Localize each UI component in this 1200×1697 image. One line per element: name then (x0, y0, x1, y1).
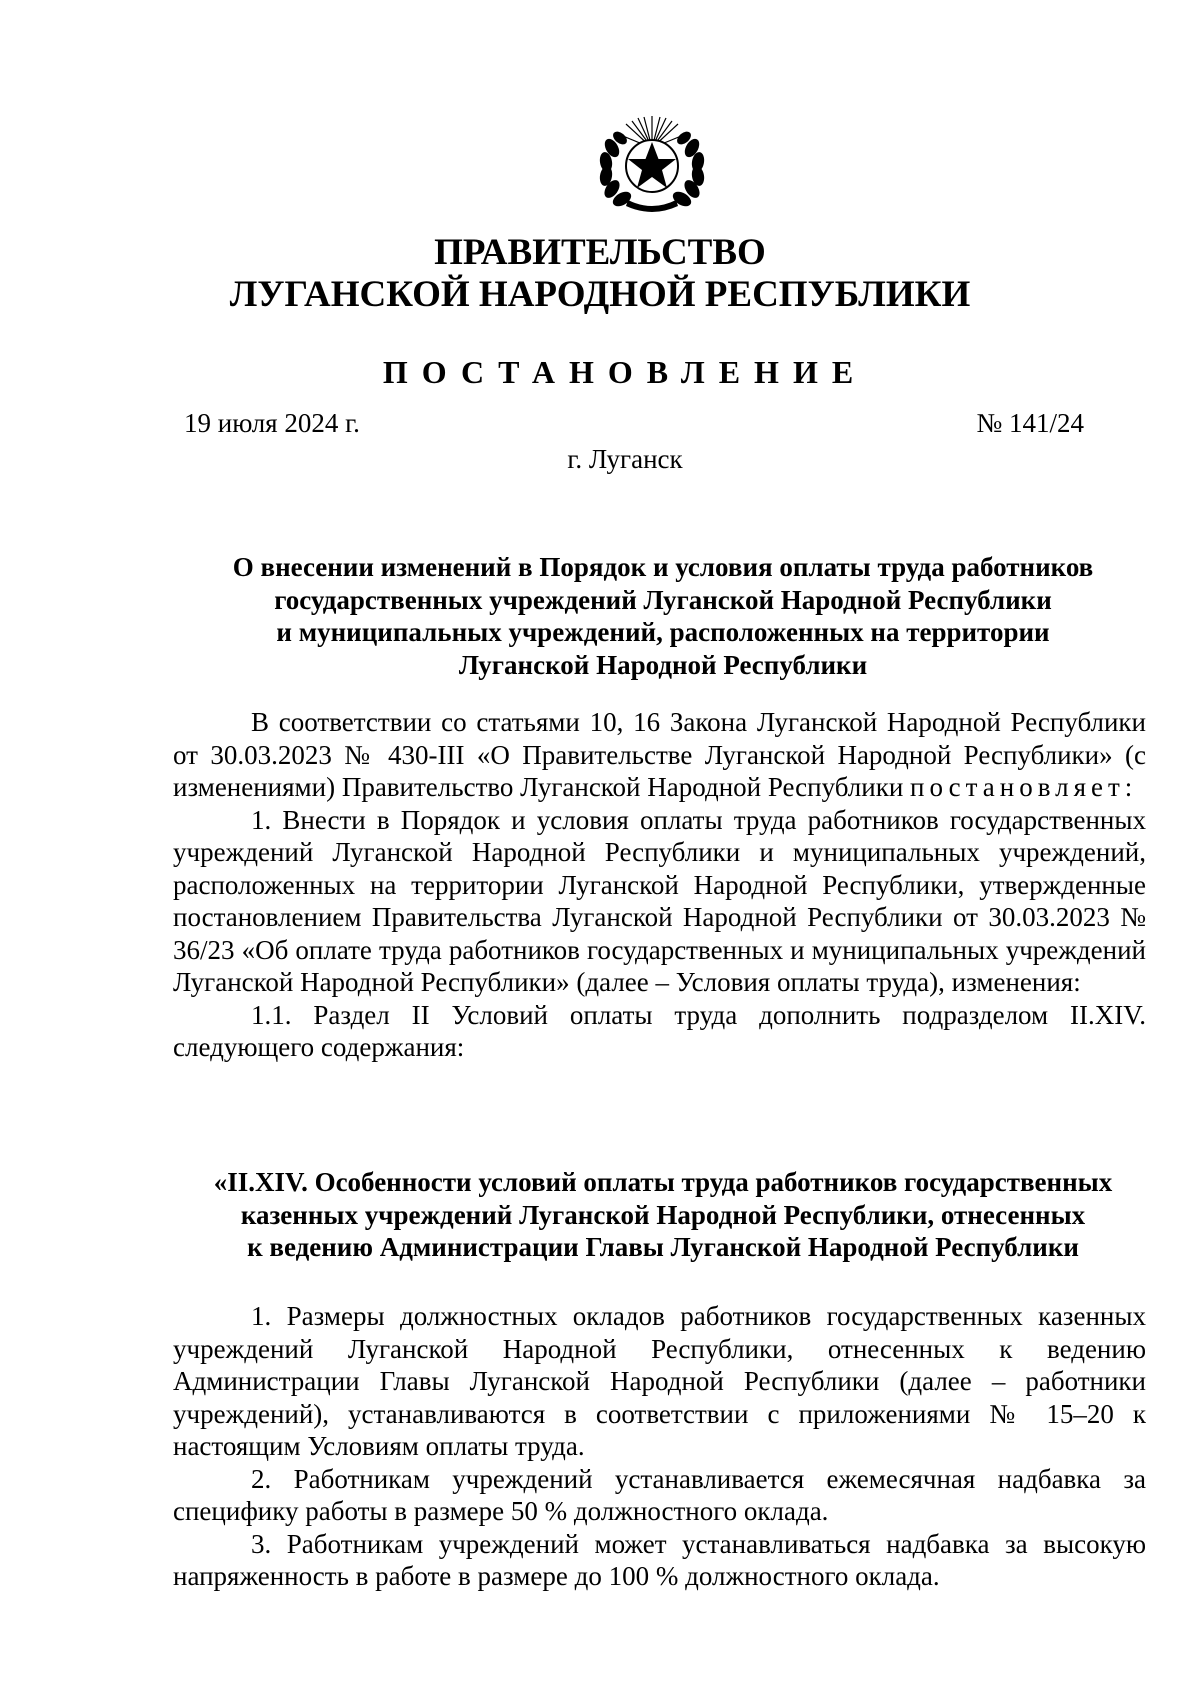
subsection-item: 3. Работникам учреждений может устанавливаться надбавка за высокую напряженность в работе в размере до 100 % должностного оклада. (173, 1528, 1146, 1591)
subsection-title-line: «II.XIV. Особенности условий оплаты труда работников государственных (213, 1167, 1113, 1197)
preamble-text: В соответствии со статьями 10, 16 Закона Луганской Народной Республики от 30.03.2023 № 430-III «О Правительстве Луганской Народной Республики» (с изменениями) Правительство Луганской Народной Республики (173, 707, 1146, 802)
preamble-paragraph (173, 706, 1146, 804)
coat-of-arms-emblem-icon (582, 108, 722, 218)
document-date: 19 июля 2024 г. (184, 408, 360, 438)
decree-word: постановляет: (910, 772, 1138, 802)
document-body (173, 706, 1146, 1064)
subsection-title-line: к ведению Администрации Главы Луганской Народной Республики (247, 1232, 1079, 1262)
document-title-line: и муниципальных учреждений, расположенных на территории (276, 617, 1050, 647)
document-number: № 141/24 (976, 408, 1084, 438)
document-title-line: государственных учреждений Луганской Народной Республики (274, 584, 1052, 615)
document-title-line: Луганской Народной Республики (458, 649, 868, 680)
subsection-item: 2. Работникам учреждений устанавливается ежемесячная надбавка за специфику работы в размере 50 % должностного оклада. (173, 1463, 1146, 1526)
clause-1-1: 1.1. Раздел II Условий оплаты труда дополнить подразделом II.XIV. следующего содержания: (173, 999, 1146, 1062)
organization-name-line1: ПРАВИТЕЛЬСТВО (434, 232, 766, 273)
subsection-title (168, 1166, 1158, 1264)
document-type: ПОСТАНОВЛЕНИЕ (382, 354, 868, 390)
subsection-title-line: казенных учреждений Луганской Народной Республики, отнесенных (240, 1199, 1086, 1230)
organization-name-line2: ЛУГАНСКОЙ НАРОДНОЙ РЕСПУБЛИКИ (229, 274, 971, 315)
document-title-line: О внесении изменений в Порядок и условия оплаты труда работников (232, 552, 1094, 582)
clause-1: 1. Внести в Порядок и условия оплаты труда работников государственных учреждений Луганской Народной Республики и муниципальных учреждений, расположенных на территории Луганской Народной Республики, утвержденные постановлением Правительства Луганской Народной Республики от 30.03.2023 № 36/23 «Об оплате труда работников государственных и муниципальных учреждений Луганской Народной Республики» (далее – Условия оплаты труда), изменения: (173, 804, 1146, 997)
document-title (168, 551, 1158, 681)
document-city: г. Луганск (567, 444, 683, 474)
subsection-body (173, 1300, 1146, 1593)
subsection-item: 1. Размеры должностных окладов работников государственных казенных учреждений Луганской Народной Республики, отнесенных к ведению Администрации Главы Луганской Народной Республики (далее – работники учреждений), устанавливаются в соответствии с приложениями № 15–20 к настоящим Условиям оплаты труда. (173, 1301, 1146, 1461)
